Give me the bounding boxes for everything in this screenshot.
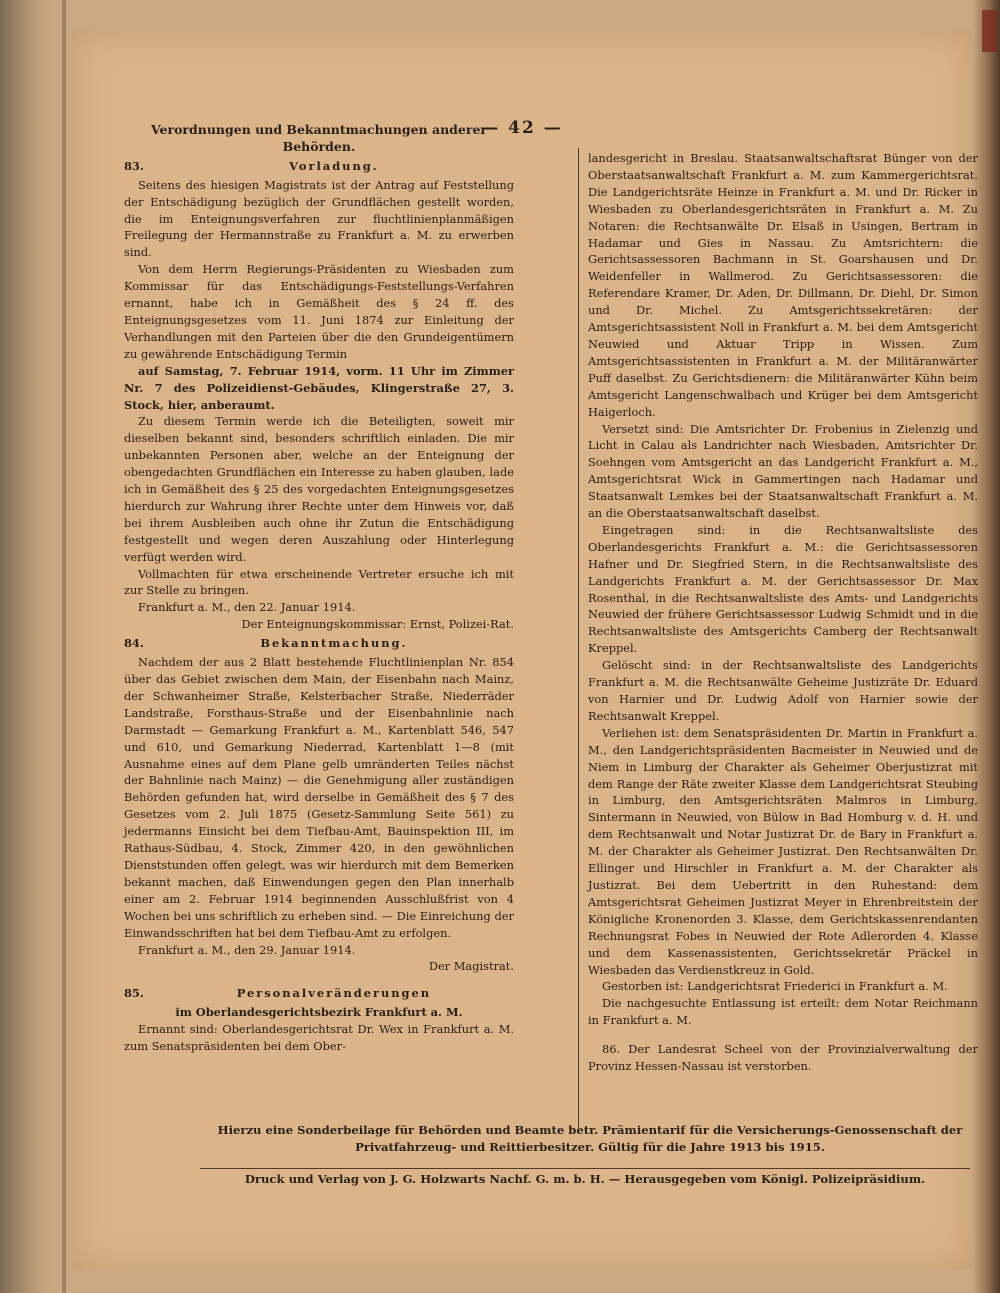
right-column: [588, 150, 978, 1075]
paragraph: Nachdem der aus 2 Blatt bestehende Fluchtlinienplan Nr. 854 über das Gebiet zwischen dem Main, der Eisenbahn nach Mainz, der Schwanheimer Straße, Kelsterbacher Straße, Niederräder Landstraße, Forsthaus-Straße und der Eisenbahnlinie nach Darmstadt — Gemarkung Frankfurt a. M., Kartenblatt 546, 547 und 610, und Gemarkung Niederrad, Kartenblatt 1—8 (mit Ausnahme eines auf dem Plane gelb umränderten Teiles nächst der Bahnlinie nach Mainz) — die Genehmigung aller zuständigen Behörden gefunden hat, wird derselbe in Gemäßheit des § 7 des Gesetzes vom 2. Juli 1875 (Gesetz-Sammlung Seite 561) zu jedermanns Einsicht bei dem Tiefbau-Amt, Bauinspektion III, im Rathaus-Südbau, 4. Stock, Zimmer 420, in den gewöhnlichen Dienststunden offen gelegt, was wir hierdurch mit dem Bemerken bekannt machen, daß Einwendungen gegen den Plan innerhalb einer am 2. Februar 1914 beginnenden Ausschlußfrist von 4 Wochen bei uns schriftlich zu erheben sind. — Die Einreichung der Einwandsschriften hat bei dem Tiefbau-Amt zu erfolgen.: [124, 655, 514, 940]
binding-crease: [62, 0, 66, 1293]
paragraph: Die nachgesuchte Entlassung ist erteilt: dem Notar Reichmann in Frankfurt a. M.: [588, 996, 978, 1028]
notice-title: Vorladung.: [289, 158, 379, 173]
paragraph-date: auf Samstag, 7. Februar 1914, vorm. 11 Uhr im Zimmer Nr. 7 des Polizeidienst-Gebäudes, Klingerstraße 27, 3. Stock, hier, anberaumt.: [124, 363, 514, 412]
notice-title: Bekanntmachung.: [260, 636, 408, 651]
section-heading: Verordnungen und Bekanntmachungen anderer Behörden.: [151, 122, 487, 154]
paragraph: Eingetragen sind: in die Rechtsanwaltsliste des Oberlandesgerichts Frankfurt a. M.: die Gerichtsassessoren Hafner und Dr. Siegfried Stern, in die Rechtsanwaltsliste des Landgerichts Frankfurt a. M. der Gerichtsassessor Dr. Max Rosenthal, in die Rechtsanwaltsliste des Amts- und Landgerichts Neuwied der frühere Gerichtsassessor Ludwig Schmidt und in die Rechtsanwaltsliste des Amtsgerichts Camberg der Rechtsanwalt Kreppel.: [588, 522, 978, 656]
page-number: — 42 —: [481, 118, 563, 138]
paragraph: landesgericht in Breslau. Staatsanwaltschaftsrat Bünger von der Oberstaatsanwaltschaft Frankfurt a. M. zum Kammergerichtsrat. Die Landgerichtsräte Heinze in Frankfurt a. M. und Dr. Ricker in Wiesbaden zu Oberlandesgerichtsräten in Frankfurt a. M. Zu Notaren: die Rechtsanwälte Dr. Elsaß in Usingen, Bertram in Hadamar und Gies in Nassau. Zu Amtsrichtern: die Gerichtsassessoren Bachmann in St. Goarshausen und Dr. Weidenfeller in Wallmerod. Zu Gerichtsassessoren: die Referendare Kramer, Dr. Aden, Dr. Dillmann, Dr. Diehl, Dr. Simon und Dr. Michel. Zu Amtsgerichtssekretären: der Amtsgerichtsassistent Noll in Frankfurt a. M. bei dem Amtsgericht Neuwied und Aktuar Tripp in Wissen. Zum Amtsgerichtsassistenten in Frankfurt a. M. der Militäranwärter Puff daselbst. Zu Gerichtsdienern: die Militäranwärter Kühn beim Amtsgericht Langenschwalbach und Krüger bei dem Amtsgericht Haigerloch.: [588, 151, 978, 419]
column-divider: [578, 148, 579, 1128]
paragraph: Verliehen ist: dem Senatspräsidenten Dr. Martin in Frankfurt a. M., den Landgerichtspräsidenten Bacmeister in Neuwied und de Niem in Limburg der Charakter als Geheimer Oberjustizrat mit dem Range der Räte zweiter Klasse dem Landgerichtsrat Steubing in Limburg, den Amtsgerichtsräten Malmros in Limburg, Sintermann in Neuwied, von Bülow in Bad Homburg v. d. H. und dem Rechtsanwalt und Notar Justizrat Dr. de Bary in Frankfurt a. M. der Charakter als Geheimer Justizrat. Den Rechtsanwälten Dr. Ellinger und Hirschler in Frankfurt a. M. der Charakter als Justizrat. Bei dem Uebertritt in den Ruhestand: dem Amtsgerichtsrat Geheimen Justizrat Meyer in Ehrenbreitstein der Königliche Kronenorden 3. Klasse, dem Gerichtskassenrendanten Rechnungsrat Fobes in Neuwied der Rote Adlerorden 4. Klasse und dem Kassenassistenten, Gerichtssekretär Präckel in Wiesbaden das Verdienstkreuz in Gold.: [588, 725, 978, 977]
supplement-note: Hierzu eine Sonderbeilage für Behörden und Beamte betr. Prämientarif für die Versicherungs-Genossenschaft der Privatfahrzeug- und Reittierbesitzer. Gültig für die Jahre 1913 bis 1915.: [217, 1123, 963, 1154]
signature: Der Enteignungskommissar: Ernst, Polizei-Rat.: [241, 617, 514, 632]
notice-number: 83.: [124, 158, 144, 173]
left-column: [124, 118, 514, 1055]
notice-title: Personalveränderungen: [236, 986, 432, 1001]
paragraph: Zu diesem Termin werde ich die Beteiligten, soweit mir dieselben bekannt sind, besonders schriftlich einladen. Die mir unbekannten Personen aber, welche an der Enteignung der obengedachten Grundflächen ein Interesse zu haben glauben, lade ich in Gemäßheit des § 25 des vorgedachten Enteignungsgesetzes hierdurch zur Wahrung ihrer Rechte unter dem Hinweis vor, daß bei ihrem Ausbleiben auch ohne ihr Zutun die Entschädigung festgestellt und wegen deren Auszahlung oder Hinterlegung verfügt werden wird.: [124, 414, 514, 564]
notice-number: 85.: [124, 986, 144, 1001]
notice-subtitle: im Oberlandesgerichtsbezirk Frankfurt a. M.: [175, 1005, 463, 1020]
paragraph: Versetzt sind: Die Amtsrichter Dr. Frobenius in Zielenzig und Licht in Calau als Landrichter nach Wiesbaden, Amtsrichter Dr. Soehngen vom Amtsgericht an das Landgericht Frankfurt a. M., Amtsgerichtsrat Wick in Gammertingen nach Hadamar und Staatsanwalt Lemkes bei der Staatsanwaltschaft Frankfurt a. M. an die Oberstaatsanwaltschaft daselbst.: [588, 421, 978, 521]
paragraph: Gestorben ist: Landgerichtsrat Friederici in Frankfurt a. M.: [602, 979, 948, 994]
binding-edge-left: [0, 0, 62, 1293]
paragraph: Vollmachten für etwa erscheinende Vertreter ersuche ich mit zur Stelle zu bringen.: [124, 566, 514, 598]
notice-84-header: [124, 635, 514, 652]
dateline: Frankfurt a. M., den 29. Januar 1914.: [138, 942, 356, 957]
paragraph: Seitens des hiesigen Magistrats ist der Antrag auf Feststellung der Entschädigung bezüglich der Grundflächen gestellt worden, die im Enteignungsverfahren zur fluchtlinienplanmäßigen Freilegung der Hermannstraße zu Frankfurt a. M. zu erwerben sind.: [124, 177, 514, 260]
paragraph: Gelöscht sind: in der Rechtsanwaltsliste des Landgerichts Frankfurt a. M. die Rechtsanwälte Geheime Justizräte Dr. Eduard von Harnier und Dr. Ludwig Adolf von Harnier sowie der Rechtsanwalt Kreppel.: [588, 658, 978, 723]
dateline: Frankfurt a. M., den 22. Januar 1914.: [138, 600, 356, 615]
paragraph: Ernannt sind: Oberlandesgerichtsrat Dr. Wex in Frankfurt a. M. zum Senatspräsidenten bei dem Ober-: [124, 1022, 514, 1054]
imprint: Druck und Verlag von J. G. Holzwarts Nachf. G. m. b. H. — Herausgegeben vom Königl. Polizeipräsidium.: [244, 1172, 926, 1186]
signature: Der Magistrat.: [428, 959, 514, 974]
notice-number: 84.: [124, 636, 144, 651]
paragraph: Von dem Herrn Regierungs-Präsidenten zu Wiesbaden zum Kommissar für das Entschädigungs-Feststellungs-Verfahren ernannt, habe ich in Gemäßheit des § 24 ff. des Enteignungsgesetzes vom 11. Juni 1874 zur Einleitung der Verhandlungen mit den Parteien über die den Grundeigentümern zu gewährende Entschädigung Termin: [124, 262, 514, 361]
imprint-rule: [200, 1168, 970, 1169]
notice-83-header: [124, 158, 514, 175]
notice-85-header: [124, 985, 514, 1002]
red-bookmark-mark: [982, 10, 998, 52]
notice-86: 86. Der Landesrat Scheel von der Provinzialverwaltung der Provinz Hessen-Nassau ist verstorben.: [588, 1042, 978, 1074]
